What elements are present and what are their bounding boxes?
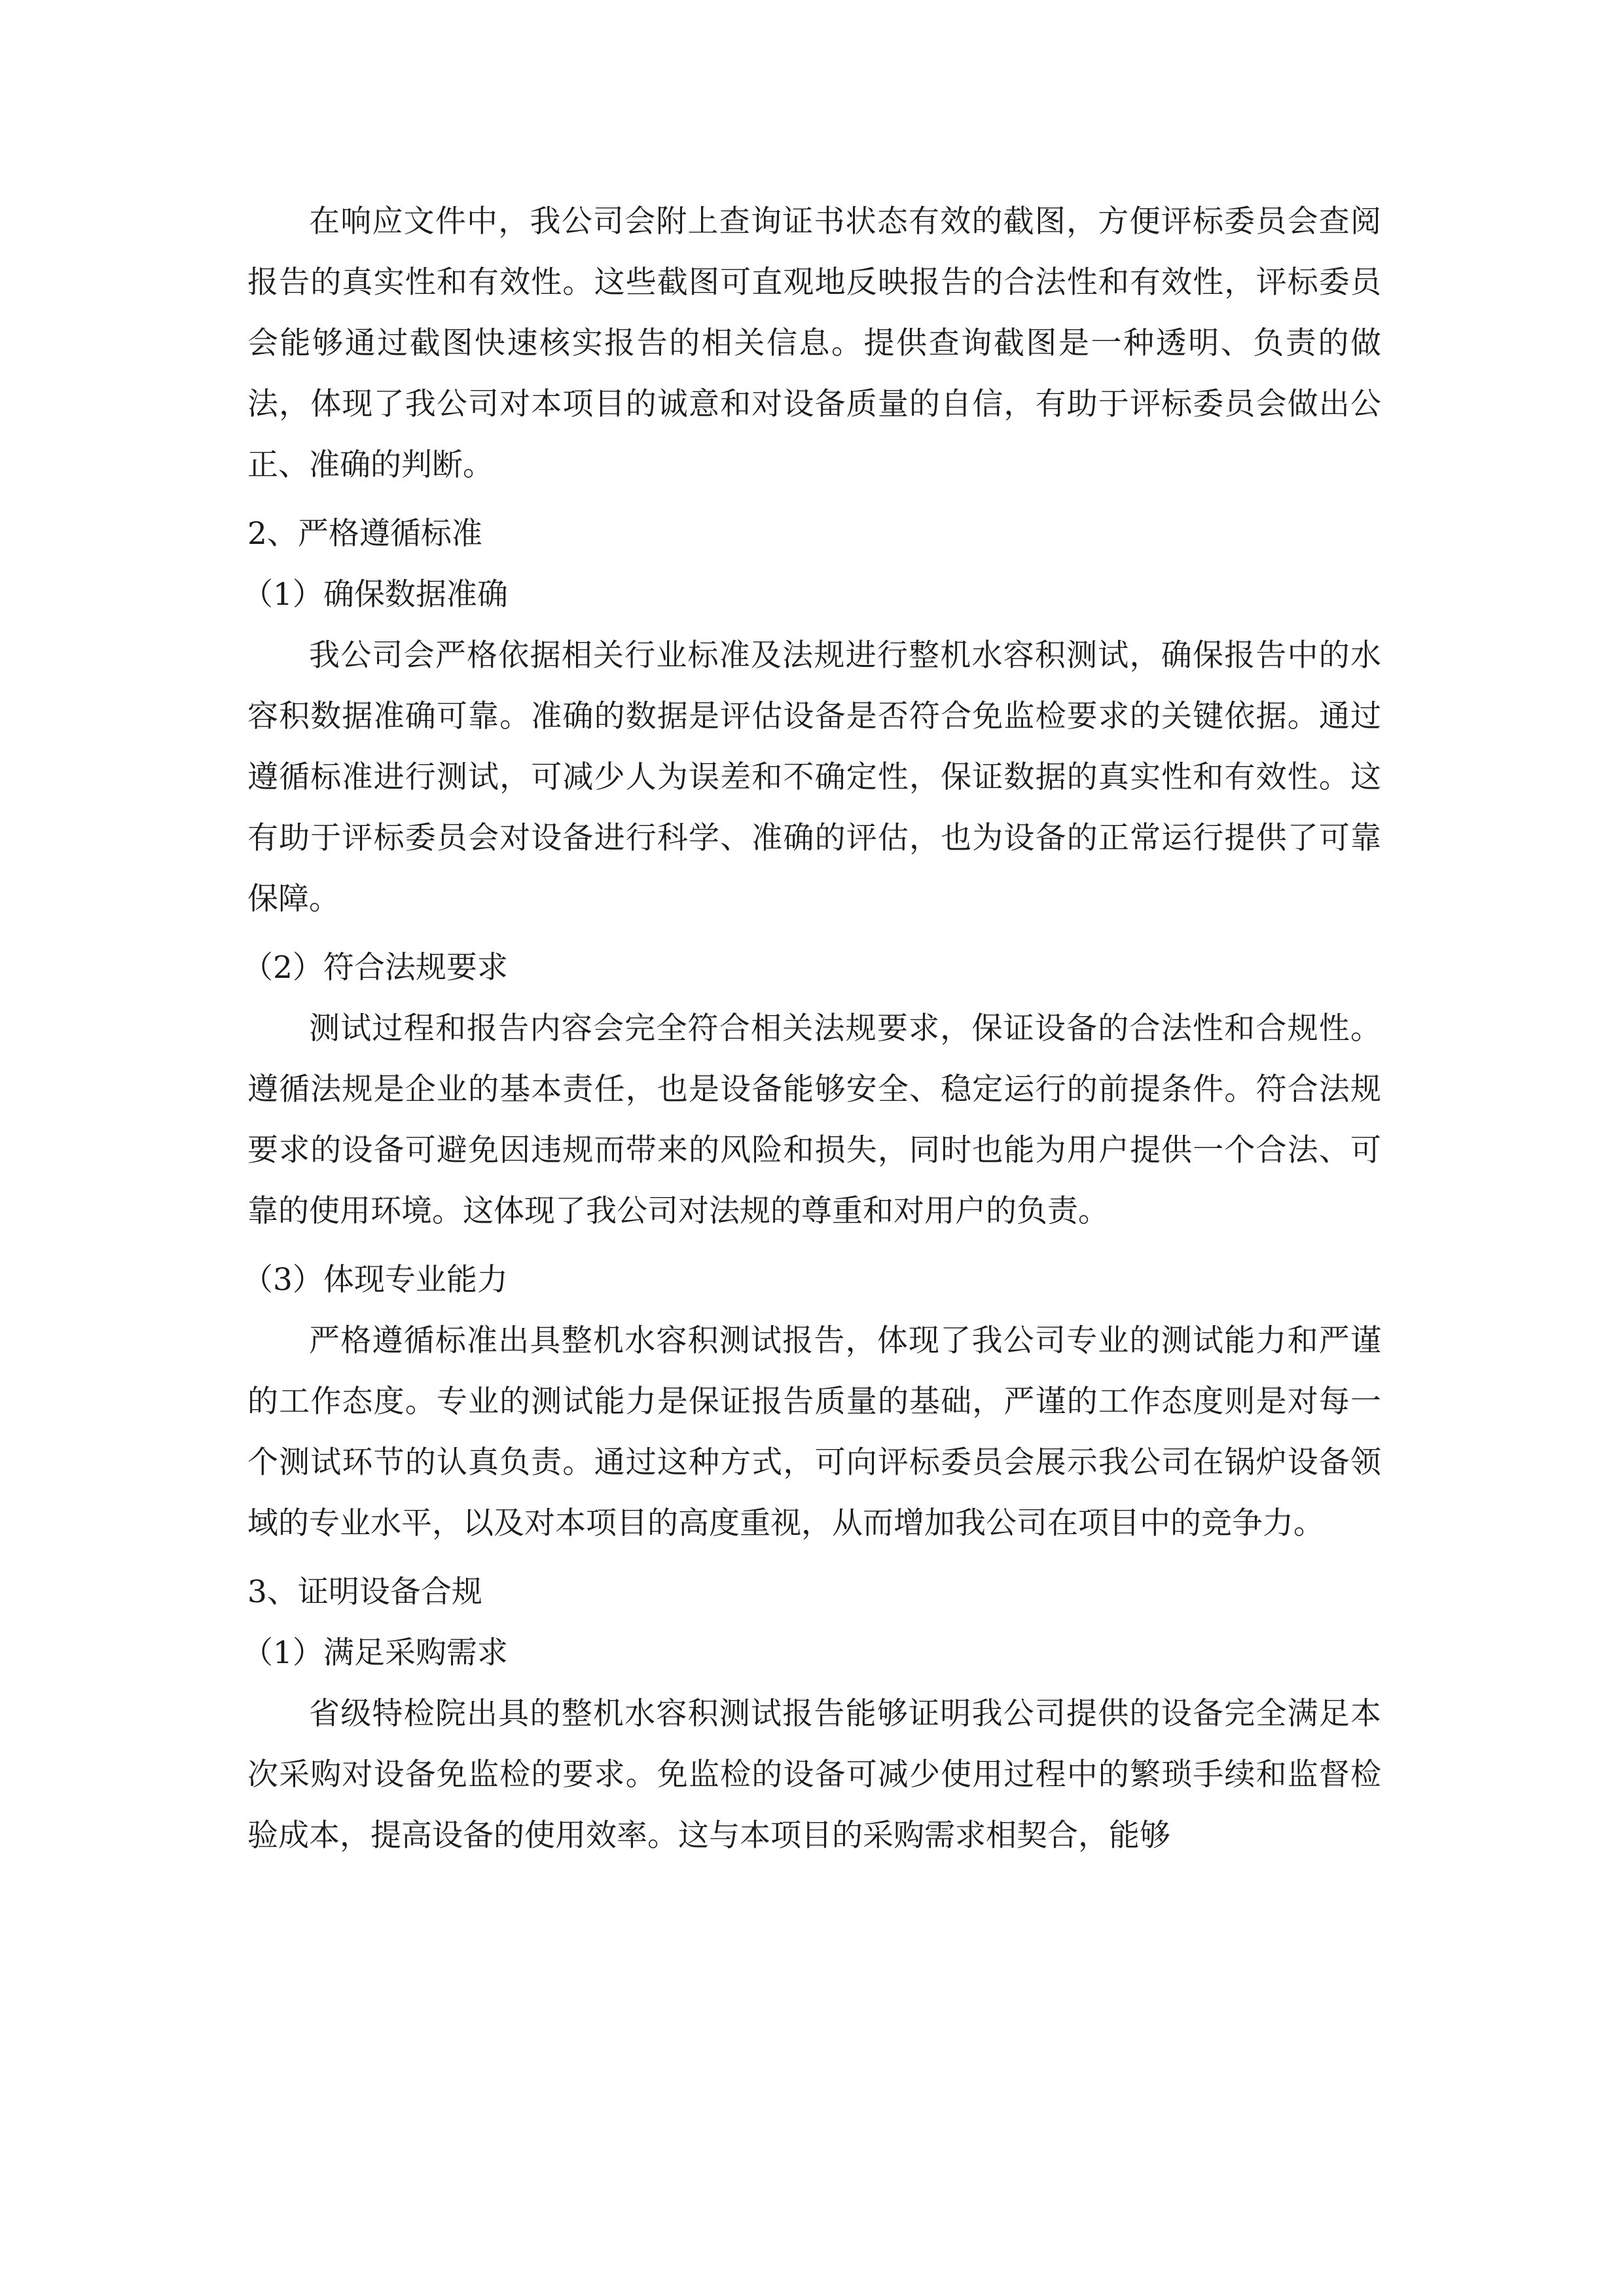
subheading-meet-procurement-needs: （1）满足采购需求	[242, 1635, 508, 1671]
paragraph-regulatory-compliance: 测试过程和报告内容会完全符合相关法规要求，保证设备的合法性和合规性。遵循法规是企业的基本责任，也是设备能够安全、稳定运行的前提条件。符合法规要求的设备可避免因违规而带来的风险和损失，同时也能为用户提供一个合法、可靠的使用环境。这体现了我公司对法规的尊重和对用户的负责。	[247, 1011, 1381, 1229]
subheading-regulatory-compliance: （2）符合法规要求	[242, 950, 508, 986]
document-body	[242, 191, 1381, 1874]
section-heading-follow-standards: 2、严格遵循标准	[247, 516, 482, 552]
paragraph-screenshot-verification: 在响应文件中，我公司会附上查询证书状态有效的截图，方便评标委员会查阅报告的真实性和有效性。这些截图可直观地反映报告的合法性和有效性，评标委员会能够通过截图快速核实报告的相关信息。提供查询截图是一种透明、负责的做法，体现了我公司对本项目的诚意和对设备质量的自信，有助于评标委员会做出公正、准确的判断。	[247, 204, 1381, 483]
subheading-ensure-data-accuracy: （1）确保数据准确	[242, 577, 508, 613]
paragraph-data-accuracy: 我公司会严格依据相关行业标准及法规进行整机水容积测试，确保报告中的水容积数据准确可靠。准确的数据是评估设备是否符合免监检要求的关键依据。通过遵循标准进行测试，可减少人为误差和不确定性，保证数据的真实性和有效性。这有助于评标委员会对设备进行科学、准确的评估，也为设备的正常运行提供了可靠保障。	[247, 637, 1381, 917]
section-heading-prove-compliance: 3、证明设备合规	[247, 1574, 482, 1610]
subheading-professional-capability: （3）体现专业能力	[242, 1262, 508, 1298]
paragraph-professional-capability: 严格遵循标准出具整机水容积测试报告，体现了我公司专业的测试能力和严谨的工作态度。专业的测试能力是保证报告质量的基础，严谨的工作态度则是对每一个测试环节的认真负责。通过这种方式，可向评标委员会展示我公司在锅炉设备领域的专业水平，以及对本项目的高度重视，从而增加我公司在项目中的竞争力。	[247, 1323, 1381, 1541]
paragraph-procurement-needs: 省级特检院出具的整机水容积测试报告能够证明我公司提供的设备完全满足本次采购对设备免监检的要求。免监检的设备可减少使用过程中的繁琐手续和监督检验成本，提高设备的使用效率。这与本项目的采购需求相契合，能够	[247, 1696, 1381, 1854]
